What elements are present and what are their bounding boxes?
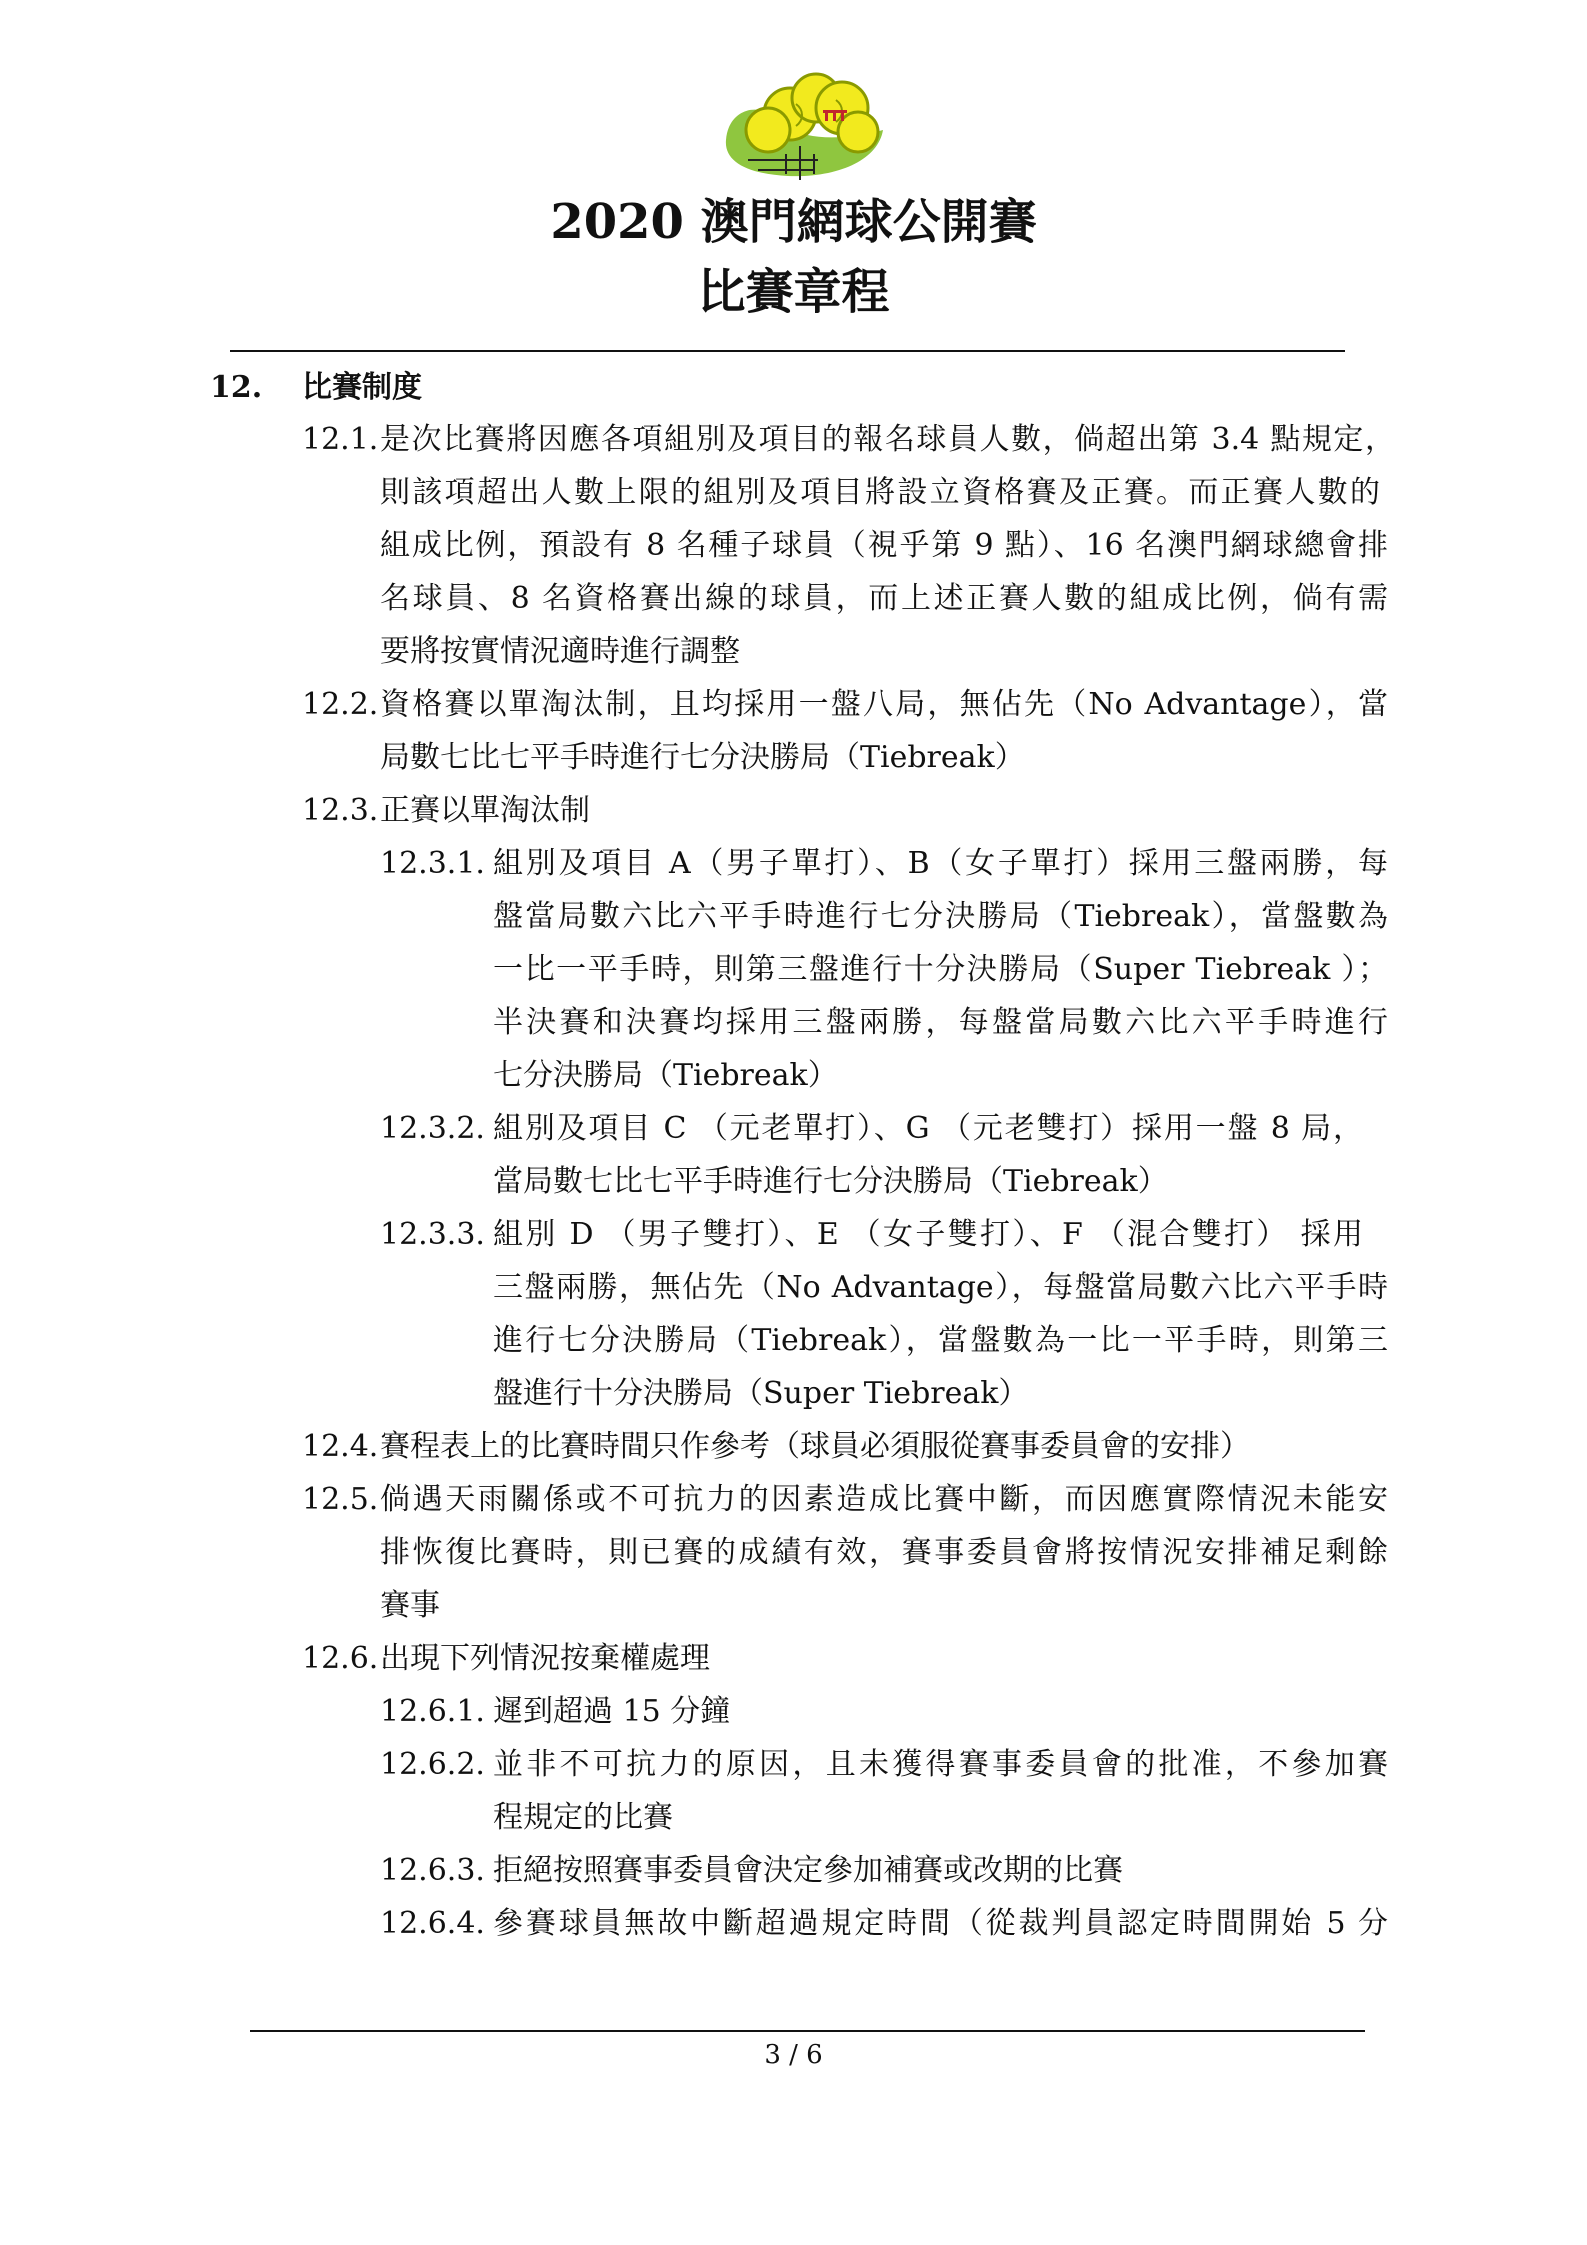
subitem-number: 12.3.3. [380, 1217, 485, 1252]
item-text-line: 倘遇天雨關係或不可抗力的因素造成比賽中斷，而因應實際情況未能安 [380, 1482, 1388, 1517]
document-subtitle: 比賽章程 [697, 264, 890, 320]
item-text-line: 排恢復比賽時，則已賽的成績有效，賽事委員會將按情況安排補足剩餘 [380, 1535, 1388, 1570]
item-text-line: 正賽以單淘汰制 [380, 793, 590, 828]
item-number: 12.4. [302, 1429, 379, 1464]
subitem-text-line: 拒絕按照賽事委員會決定參加補賽或改期的比賽 [493, 1853, 1123, 1888]
page-number: 3 / 6 [764, 2040, 823, 2070]
subitem-text-line: 一比一平手時，則第三盤進行十分決勝局（Super Tiebreak ）； [493, 952, 1388, 987]
subitem-text-line: 遲到超過 15 分鐘 [493, 1694, 731, 1729]
subitem-number: 12.6.1. [380, 1694, 485, 1729]
footer-divider [250, 2030, 1365, 2032]
section-number: 12. [210, 370, 263, 405]
subitem-text-line: 七分決勝局（Tiebreak） [493, 1058, 838, 1093]
subitem-number: 12.6.4. [380, 1906, 485, 1941]
subitem-text-line: 半決賽和決賽均採用三盤兩勝，每盤當局數六比六平手時進行 [493, 1005, 1388, 1040]
subitem-number: 12.3.2. [380, 1111, 485, 1146]
subitem-number: 12.6.2. [380, 1747, 485, 1782]
subitem-text-line: 組別 D （男子雙打）、E （女子雙打）、F （混合雙打） 採用 [493, 1217, 1363, 1252]
item-text-line: 名球員、8 名資格賽出線的球員，而上述正賽人數的組成比例，倘有需 [380, 581, 1388, 616]
subitem-text-line: 並非不可抗力的原因，且未獲得賽事委員會的批准，不參加賽 [493, 1747, 1388, 1782]
subitem-text-line: 進行七分決勝局（Tiebreak），當盤數為一比一平手時，則第三 [493, 1323, 1388, 1358]
item-number: 12.1. [302, 422, 379, 457]
item-text-line: 是次比賽將因應各項組別及項目的報名球員人數，倘超出第 3.4 點規定， [380, 422, 1395, 457]
tennis-association-logo-icon [718, 70, 890, 182]
subitem-number: 12.3.1. [380, 846, 485, 881]
subitem-text-line: 組別及項目 C （元老單打）、G （元老雙打）採用一盤 8 局， [493, 1111, 1363, 1146]
header-divider [230, 350, 1345, 352]
subitem-text-line: 盤進行十分決勝局（Super Tiebreak） [493, 1376, 1029, 1411]
item-text-line: 則該項超出人數上限的組別及項目將設立資格賽及正賽。而正賽人數的 [380, 475, 1380, 510]
subitem-text-line: 三盤兩勝，無佔先（No Advantage），每盤當局數六比六平手時 [493, 1270, 1388, 1305]
subitem-text-line: 組別及項目 A（男子單打）、B（女子單打）採用三盤兩勝，每 [493, 846, 1388, 881]
subitem-text-line: 當局數七比七平手時進行七分決勝局（Tiebreak） [493, 1164, 1168, 1199]
subitem-text-line: 盤當局數六比六平手時進行七分決勝局（Tiebreak），當盤數為 [493, 899, 1388, 934]
item-text-line: 出現下列情況按棄權處理 [380, 1641, 710, 1676]
item-number: 12.3. [302, 793, 379, 828]
subitem-number: 12.6.3. [380, 1853, 485, 1888]
document-title: 2020 澳門網球公開賽 [550, 194, 1037, 250]
item-number: 12.6. [302, 1641, 379, 1676]
item-text-line: 組成比例，預設有 8 名種子球員（視乎第 9 點）、16 名澳門網球總會排 [380, 528, 1388, 563]
item-number: 12.5. [302, 1482, 379, 1517]
section-title: 比賽制度 [302, 370, 422, 405]
item-text-line: 要將按實情況適時進行調整 [380, 634, 740, 669]
item-text-line: 賽程表上的比賽時間只作參考（球員必須服從賽事委員會的安排） [380, 1429, 1250, 1464]
subitem-text-line: 程規定的比賽 [493, 1800, 673, 1835]
item-number: 12.2. [302, 687, 379, 722]
item-text-line: 局數七比七平手時進行七分決勝局（Tiebreak） [380, 740, 1025, 775]
item-text-line: 資格賽以單淘汰制，且均採用一盤八局，無佔先（No Advantage），當 [380, 687, 1388, 722]
subitem-text-line: 參賽球員無故中斷超過規定時間（從裁判員認定時間開始 5 分 [493, 1906, 1388, 1941]
item-text-line: 賽事 [380, 1588, 440, 1623]
